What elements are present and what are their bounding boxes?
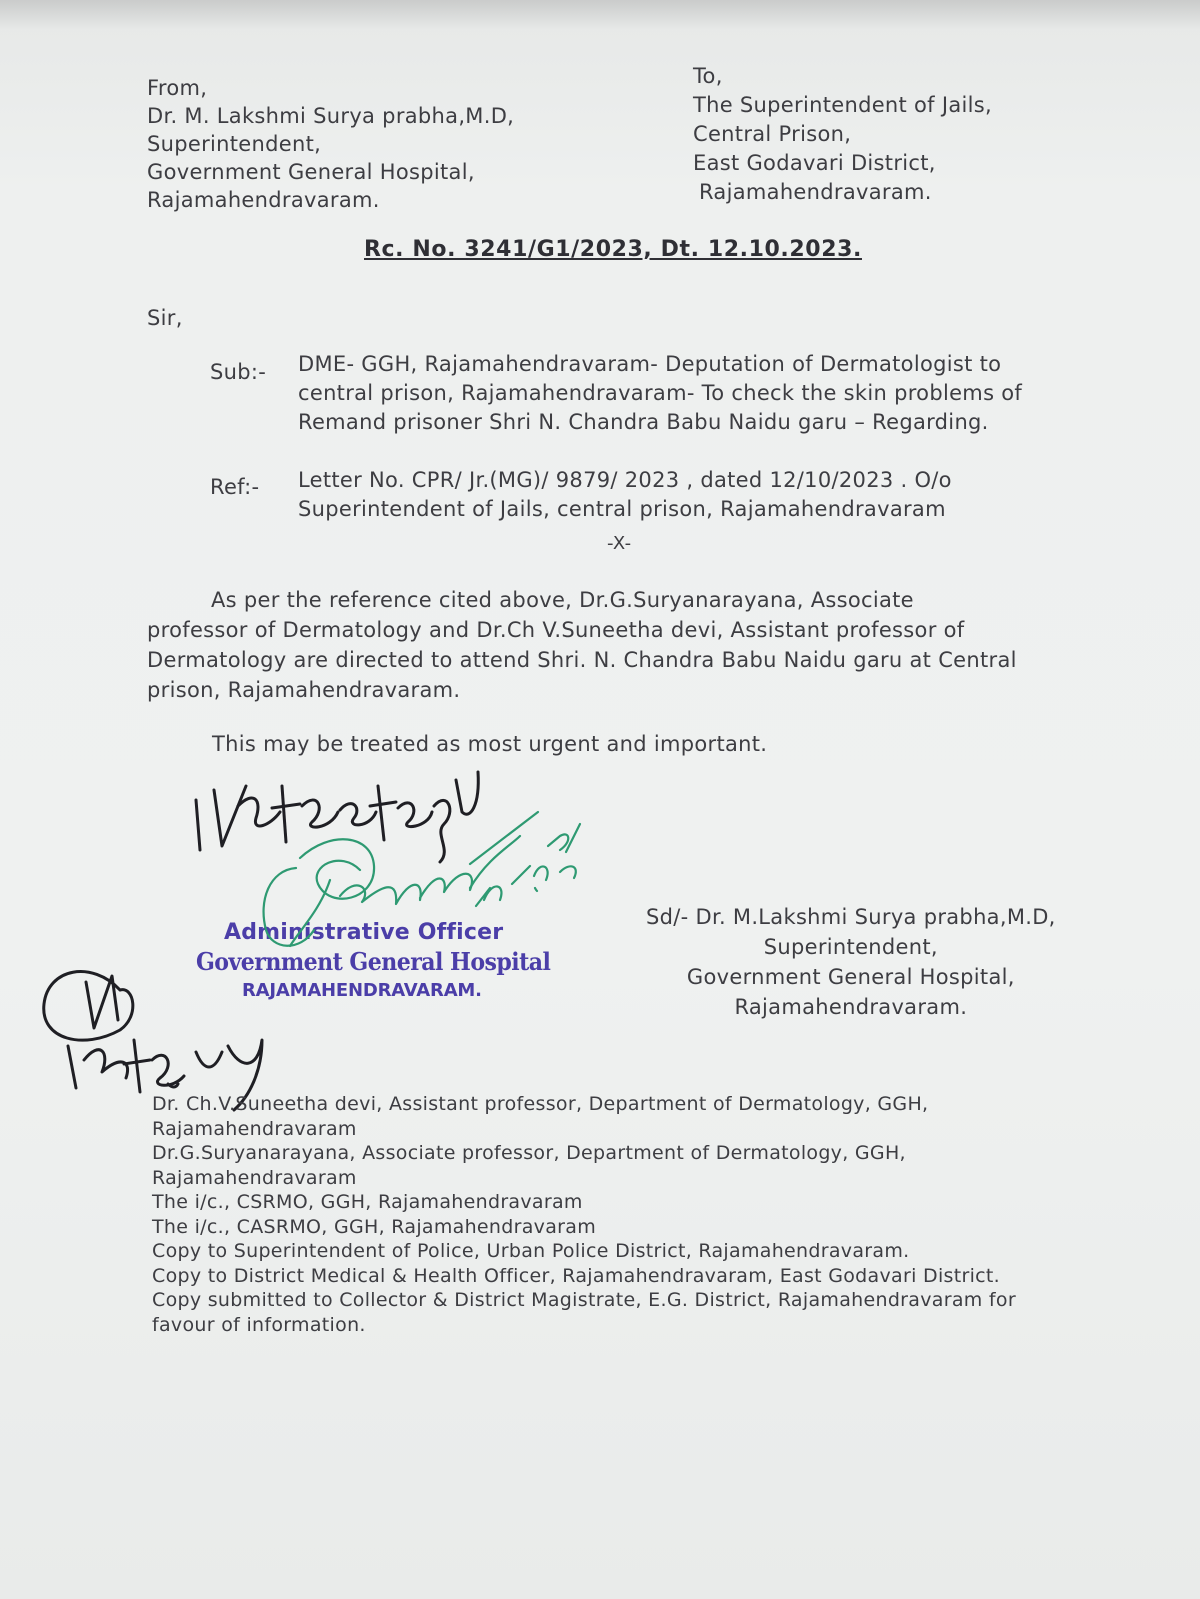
subject-line: central prison, Rajamahendravaram- To check the skin problems of [298, 381, 1023, 405]
initials-signature [44, 972, 262, 1110]
signatory-line: Sd/- Dr. M.Lakshmi Surya prabha,M.D, [646, 905, 1056, 929]
stamp-title: Administrative Officer [224, 920, 504, 945]
closing-line: This may be treated as most urgent and important. [212, 732, 768, 756]
copy-line: Copy to District Medical & Health Officer, Rajamahendravaram, East Godavari District. [152, 1264, 1000, 1287]
body-line: As per the reference cited above, Dr.G.Suryanarayana, Associate [211, 588, 914, 612]
copy-line: Rajamahendravaram [152, 1117, 357, 1140]
reference-line: Superintendent of Jails, central prison, Rajamahendravaram [298, 497, 946, 521]
body-line: Dermatology are directed to attend Shri. N. Chandra Babu Naidu garu at Central [147, 648, 1017, 672]
signatory-line: Rajamahendravaram. [734, 995, 968, 1019]
sender-line: From, [147, 76, 208, 100]
copy-line: Dr.G.Suryanarayana, Associate professor, Department of Dermatology, GGH, [152, 1142, 906, 1164]
sender-line: Rajamahendravaram. [147, 188, 380, 212]
reference-label: Ref:- [210, 475, 260, 499]
recipient-line: East Godavari District, [693, 151, 936, 175]
copy-line: The i/c., CASRMO, GGH, Rajamahendravaram [152, 1215, 597, 1238]
recipient-line: To, [693, 64, 723, 88]
copy-line: The i/c., CSRMO, GGH, Rajamahendravaram [152, 1191, 583, 1213]
recipient-line: Central Prison, [693, 122, 852, 146]
copy-to-list [152, 1092, 1016, 1337]
reference-number: Rc. No. 3241/G1/2023, Dt. 12.10.2023. [364, 237, 862, 262]
body-line: professor of Dermatology and Dr.Ch V.Suneetha devi, Assistant professor of [147, 618, 965, 642]
copy-line: Copy to Superintendent of Police, Urban Police District, Rajamahendravaram. [152, 1240, 910, 1262]
recipient-line: Rajamahendravaram. [699, 180, 932, 204]
subject-line: DME- GGH, Rajamahendravaram- Deputation of Dermatologist to [298, 352, 1002, 376]
copy-line: Copy submitted to Collector & District Magistrate, E.G. District, Rajamahendravaram for [152, 1289, 1016, 1311]
subject-line: Remand prisoner Shri N. Chandra Babu Naidu garu – Regarding. [298, 410, 989, 434]
signatory-line: Superintendent, [763, 935, 938, 959]
green-signature [264, 812, 580, 946]
copy-line: favour of information. [152, 1313, 366, 1336]
stamp-hospital: Government General Hospital [196, 947, 551, 976]
sender-line: Government General Hospital, [147, 160, 475, 184]
sender-line: Dr. M. Lakshmi Surya prabha,M.D, [147, 104, 515, 128]
stamp-city: RAJAMAHENDRAVARAM. [242, 980, 482, 1001]
subject-label: Sub:- [210, 360, 267, 384]
reference-line: Letter No. CPR/ Jr.(MG)/ 9879/ 2023 , dated 12/10/2023 . O/o [298, 468, 952, 492]
copy-line: Dr. Ch.V.Suneetha devi, Assistant professor, Department of Dermatology, GGH, [152, 1093, 929, 1115]
copy-line: Rajamahendravaram [152, 1166, 357, 1189]
separator-mark: -X- [607, 533, 632, 554]
attested-handwriting [196, 772, 478, 862]
sender-line: Superintendent, [147, 132, 322, 156]
salutation: Sir, [147, 306, 183, 330]
body-line: prison, Rajamahendravaram. [147, 678, 461, 702]
recipient-line: The Superintendent of Jails, [693, 93, 992, 117]
signatory-line: Government General Hospital, [686, 965, 1015, 989]
